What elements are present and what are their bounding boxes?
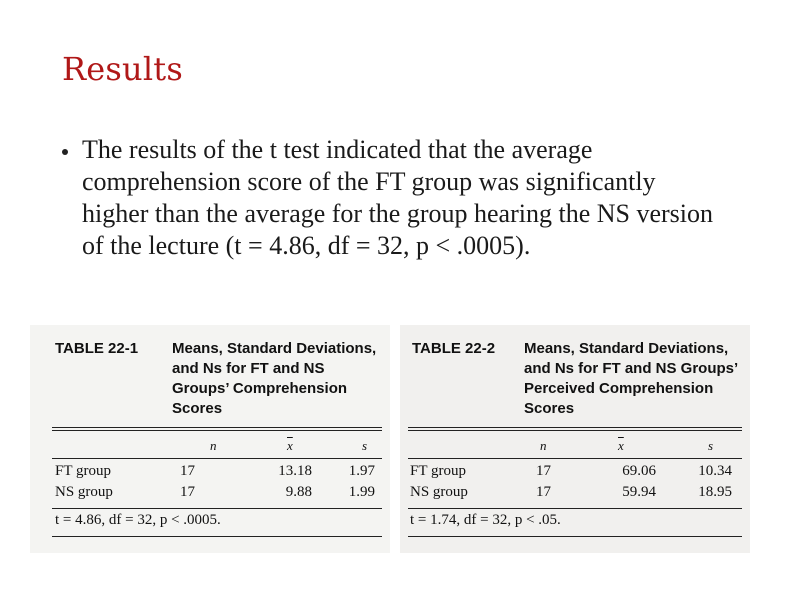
table-caption: Means, Standard Deviations, and Ns for FT and NS Groups’ Comprehension Scores [172,340,377,417]
table-rule [408,508,742,509]
bullet-text: The results of the t test indicated that the average comprehension score of the FT group was significantly higher than the average for the group hearing the NS version of the lecture (t = 4.86, df = 32, p < .0005). [82,135,714,260]
table-rule [52,458,382,459]
table-row-label: FT group [410,463,466,479]
table-row-label: NS group [410,484,468,500]
bullet-dot-icon [62,149,68,155]
column-header-sd: s [362,438,368,453]
table-rule [52,427,382,428]
table-rule [408,536,742,537]
slide-title: Results [62,50,183,88]
table-footnote: t = 1.74, df = 32, p < .05. [410,512,561,528]
table-number: TABLE 22-2 [412,340,496,357]
table-cell-sd: 1.99 [348,484,375,500]
table-22-2-image [400,325,750,553]
column-header-mean: $\overline{x}$ [618,438,624,453]
column-header-n: n [210,438,217,453]
table-rule [408,458,742,459]
table-cell-mean: 13.18 [278,463,312,479]
table-row-label: FT group [55,463,111,479]
bullet-point [62,134,722,262]
table-cell-sd: 10.34 [698,463,732,479]
table-rule [52,430,382,431]
column-header-sd: s [708,438,714,453]
table-number: TABLE 22-1 [55,340,139,357]
column-header-mean: $\overline{x}$ [287,438,293,453]
table-row-label: NS group [55,484,113,500]
table-cell-mean: 59.94 [622,484,656,500]
table-cell-mean: 69.06 [622,463,656,479]
table-cell-n: 17 [180,463,195,479]
table-cell-n: 17 [536,463,551,479]
table-cell-sd: 1.97 [348,463,375,479]
column-header-n: n [540,438,547,453]
table-rule [52,508,382,509]
table-cell-n: 17 [180,484,195,500]
table-rule [408,427,742,428]
table-22-1-image [30,325,390,553]
table-cell-n: 17 [536,484,551,500]
table-caption: Means, Standard Deviations, and Ns for FT and NS Groups’ Perceived Comprehension Scores [524,340,738,417]
table-rule [408,430,742,431]
table-cell-mean: 9.88 [285,484,312,500]
table-footnote: t = 4.86, df = 32, p < .0005. [55,512,221,528]
table-rule [52,536,382,537]
table-cell-sd: 18.95 [698,484,732,500]
